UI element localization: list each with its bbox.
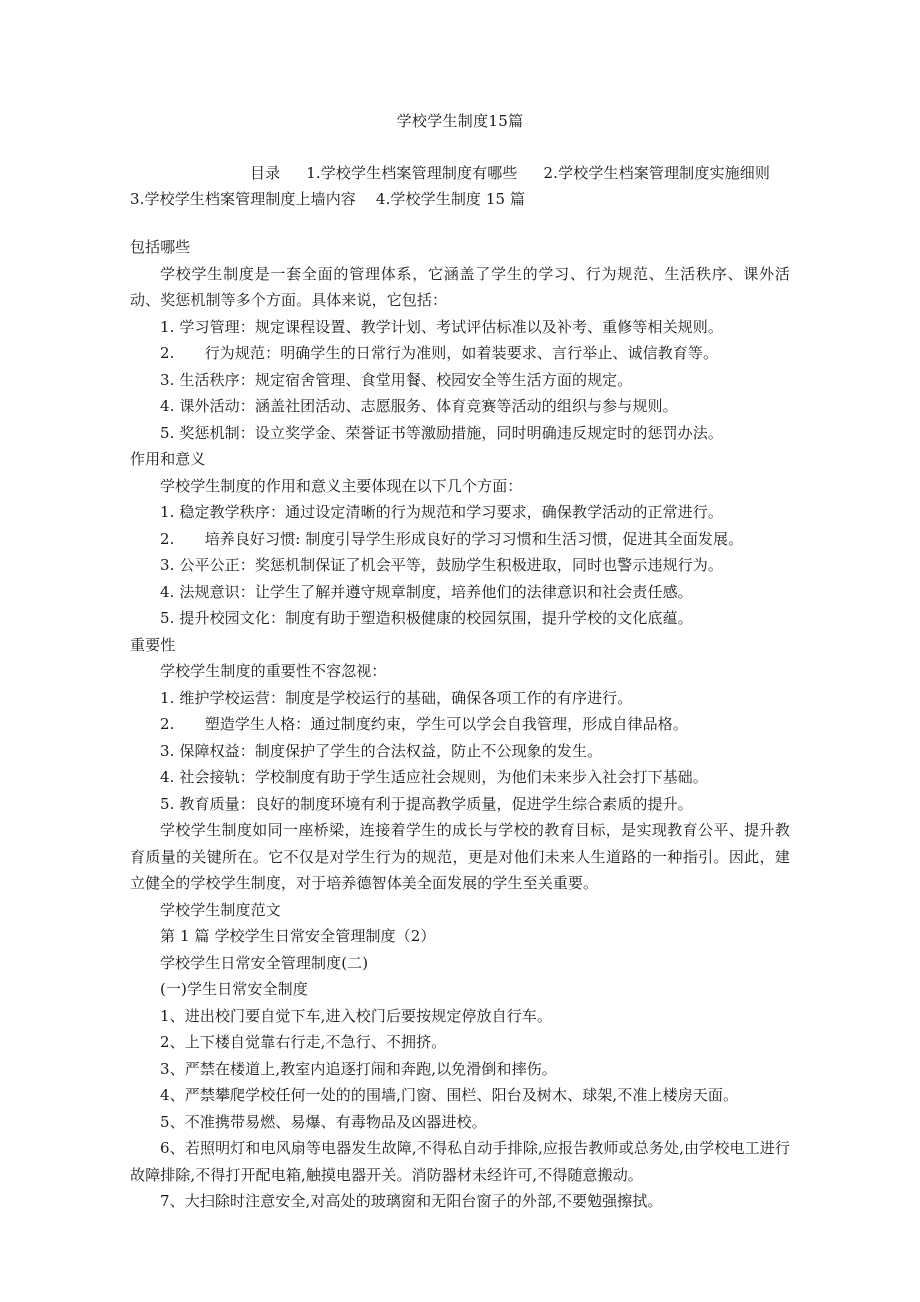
list-item: 1. 稳定教学秩序：通过设定清晰的行为规范和学习要求，确保教学活动的正常进行。: [160, 503, 723, 521]
section-intro-importance: 学校学生制度的重要性不容忽视：: [160, 662, 387, 680]
document-body: [130, 0, 790, 1215]
list-item: 1. 学习管理：规定课程设置、教学计划、考试评估标准以及补考、重修等相关规则。: [160, 317, 723, 336]
list-item: 4. 课外活动：涵盖社团活动、志愿服务、体育竞赛等活动的组织与参与规则。: [160, 397, 678, 415]
rule-item: 4、严禁攀爬学校任何一处的的围墙,门窗、围栏、阳台及树木、球架,不准上楼房天面。: [160, 1086, 739, 1104]
sample-subsection-heading: (一)学生日常安全制度: [160, 980, 308, 998]
section-intro-includes: 学校学生制度是一套全面的管理体系，它涵盖了学生的学习、行为规范、生活秩序、课外活动、奖惩机制等多个方面。具体来说，它包括：: [130, 264, 790, 309]
toc-entry-2-part-b[interactable]: 理制度实施细则: [664, 164, 771, 182]
section-intro-purpose: 学校学生制度的作用和意义主要体现在以下几个方面：: [160, 476, 523, 495]
list-item: 2. 塑造学生人格：通过制度约束，学生可以学会自我管理，形成自律品格。: [160, 715, 688, 733]
list-item: 4. 法规意识：让学生了解并遵守规章制度，培养他们的法律意识和社会责任感。: [160, 582, 693, 601]
closing-paragraph: 学校学生制度如同一座桥梁，连接着学生的成长与学校的教育目标，是实现教育公平、提升教育质量的关键所在。它不仅是对学生行为的规范，更是对他们未来人生道路的一种指引。因此，建立健全的学校学生制度，对于培养德智体美全面发展的学生至关重要。: [130, 821, 790, 892]
list-item: 5. 奖惩机制：设立奖学金、荣誉证书等激励措施，同时明确违反规定时的惩罚办法。: [160, 423, 723, 442]
toc-label: 目录: [250, 164, 281, 182]
list-item: 4. 社会接轨：学校制度有助于学生适应社会规则，为他们未来步入社会打下基础。: [160, 768, 708, 786]
rule-item: 5、不准携带易燃、易爆、有毒物品及凶器进校。: [160, 1112, 487, 1131]
list-item: 3. 生活秩序：规定宿舍管理、食堂用餐、校园安全等生活方面的规定。: [160, 370, 633, 389]
sample-chapter-heading: 第 1 篇 学校学生日常安全管理制度（2）: [160, 927, 436, 945]
list-item: 2. 培养良好习惯: 制度引导学生形成良好的学习习惯和生活习惯，促进其全面发展。: [160, 529, 744, 548]
sample-label: 学校学生制度范文: [160, 900, 281, 919]
list-item: 3. 公平公正：奖惩机制保证了机会平等，鼓励学生积极进取，同时也警示违规行为。: [160, 556, 723, 574]
list-item: 5. 提升校园文化：制度有助于塑造积极健康的校园氛围，提升学校的文化底蕴。: [160, 609, 693, 627]
sample-subtitle: 学校学生日常安全管理制度(二): [160, 953, 369, 972]
rule-item: 2、上下楼自觉靠右行走,不急行、不拥挤。: [160, 1033, 447, 1051]
list-item: 2. 行为规范：明确学生的日常行为准则，如着装要求、言行举止、诚信教育等。: [160, 344, 719, 362]
section-heading-importance: 重要性: [130, 635, 176, 654]
rule-item: 1、进出校门要自觉下车,进入校门后要按规定停放自行车。: [160, 1006, 553, 1025]
toc-entry-4[interactable]: 4.学校学生制度 15 篇: [375, 190, 526, 208]
list-item: 5. 教育质量：良好的制度环境有利于提高教学质量，促进学生综合素质的提升。: [160, 794, 693, 813]
section-heading-includes: 包括哪些: [130, 238, 191, 256]
page-title: 学校学生制度15篇: [396, 112, 524, 130]
list-item: 3. 保障权益：制度保护了学生的合法权益，防止不公现象的发生。: [160, 741, 603, 760]
rule-item: 3、严禁在楼道上,教室内追逐打闹和奔跑,以免滑倒和摔伤。: [160, 1059, 557, 1078]
toc-entry-1[interactable]: 1.学校学生档案管理制度有哪些: [306, 164, 518, 182]
rule-item: 7、大扫除时注意安全,对高处的玻璃窗和无阳台窗子的外部,不要勉强擦拭。: [160, 1192, 663, 1210]
list-item: 1. 维护学校运营：制度是学校运行的基础，确保各项工作的有序进行。: [160, 688, 633, 707]
section-heading-purpose: 作用和意义: [130, 450, 206, 468]
toc-entry-3[interactable]: 3.学校学生档案管理制度上墙内容: [130, 190, 356, 208]
table-of-contents: [130, 132, 790, 212]
rule-item: 6、若照明灯和电风扇等电器发生故障,不得私自动手排除,应报告教师或总务处,由学校电工进行故障排除,不得打开配电箱,触摸电器开关。消防器材未经许可,不得随意搬动。: [130, 1139, 790, 1184]
toc-entry-2-part-a[interactable]: 2.学校学生档案管: [543, 164, 665, 182]
